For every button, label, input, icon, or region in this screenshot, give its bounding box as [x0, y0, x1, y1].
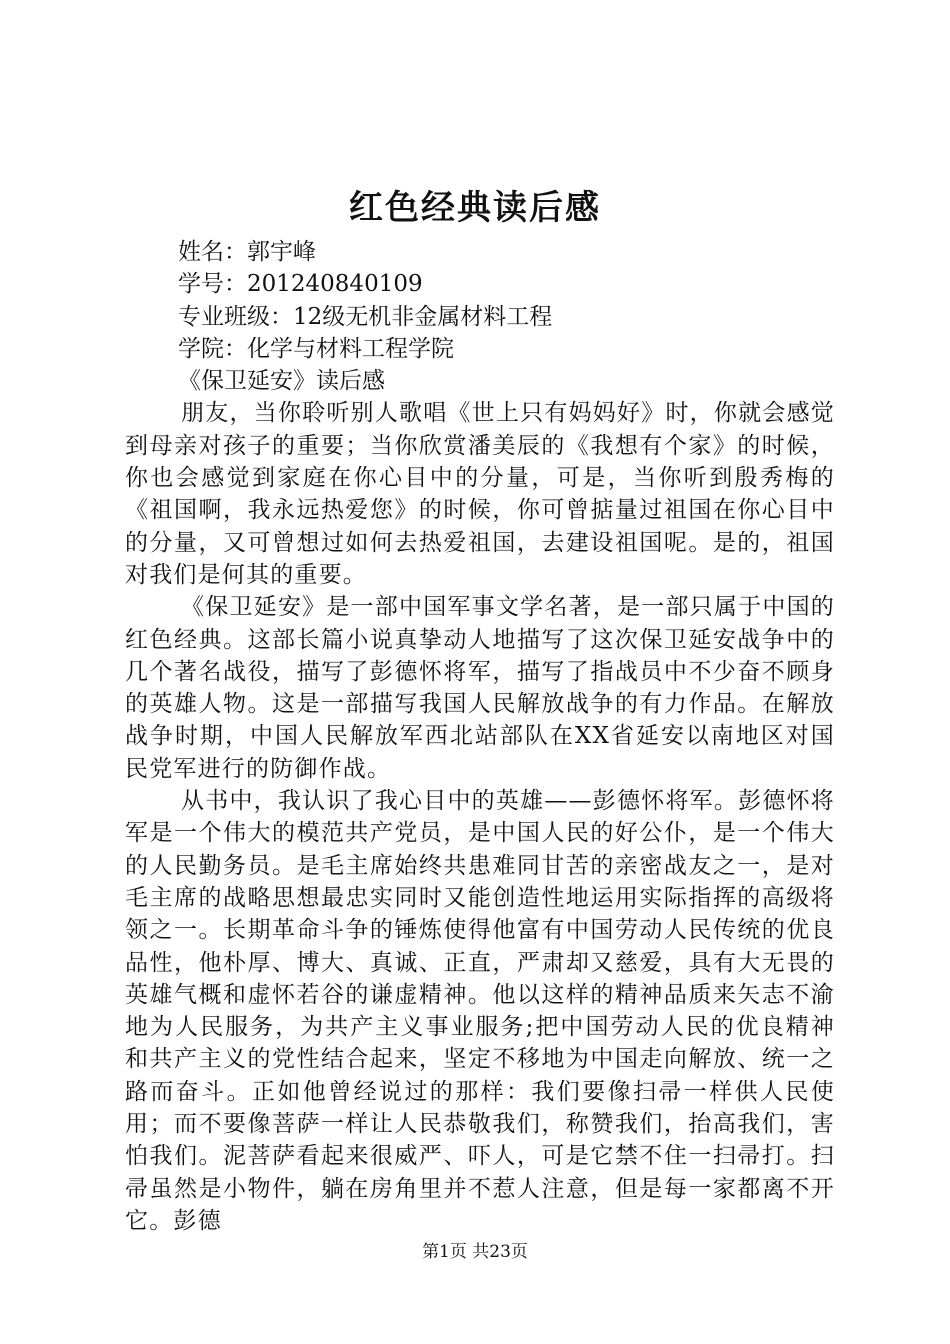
major-class: 专业班级：12级无机非金属材料工程 — [178, 303, 553, 330]
document-title: 红色经典读后感 — [349, 188, 601, 228]
paragraph: 从书中，我认识了我心目中的英雄——彭德怀将军。彭德怀将军是一个伟大的模范共产党员，是中国人民的好公仆，是一个伟大的人民勤务员。是毛主席始终共患难同甘苦的亲密战友之一，是对毛主席的战略思想最忠实同时又能创造性地运用实际指挥的高级将领之一。长期革命斗争的锤炼使得他富有中国劳动人民传统的优良品性，他朴厚、博大、真诚、正直，严肃却又慈爱，具有大无畏的英雄气概和虚怀若谷的谦虚精神。他以这样的精神品质来矢志不渝地为人民服务，为共产主义事业服务;把中国劳动人民的优良精神和共产主义的党性结合起来，坚定不移地为中国走向解放、统一之路而奋斗。正如他曾经说过的那样：我们要像扫帚一样供人民使用；而不要像菩萨一样让人民恭敬我们，称赞我们，抬高我们，害怕我们。泥菩萨看起来很威严、吓人，可是它禁不住一扫帚打。扫帚虽然是小物件，躺在房角里并不惹人注意，但是每一家都离不开它。彭德 — [125, 788, 835, 1234]
document-body — [125, 236, 835, 1237]
page-footer: 第1页 共23页 — [422, 1242, 528, 1262]
essay-subtitle: 《保卫延安》读后感 — [178, 368, 385, 395]
paragraph: 朋友，当你聆听别人歌唱《世上只有妈妈好》时，你就会感觉到母亲对孩子的重要；当你欣赏潘美辰的《我想有个家》的时候，你也会感觉到家庭在你心目中的分量，可是，当你听到殷秀梅的《祖国啊，我永远热爱您》的时候，你可曾掂量过祖国在你心目中的分量，又可曾想过如何去热爱祖国，去建设祖国呢。是的，祖国对我们是何其的重要。 — [125, 400, 835, 588]
college: 学院：化学与材料工程学院 — [178, 335, 454, 362]
student-id: 学号：201240840109 — [178, 271, 423, 298]
paragraph: 《保卫延安》是一部中国军事文学名著，是一部只属于中国的红色经典。这部长篇小说真挚动人地描写了这次保卫延安战争中的几个著名战役，描写了彭德怀将军，描写了指战员中不少奋不顾身的英雄人物。这是一部描写我国人民解放战争的有力作品。在解放战争时期，中国人民解放军西北站部队在XX省延安以南地区对国民党军进行的防御作战。 — [125, 594, 835, 782]
author-name: 姓名：郭宇峰 — [178, 239, 316, 265]
